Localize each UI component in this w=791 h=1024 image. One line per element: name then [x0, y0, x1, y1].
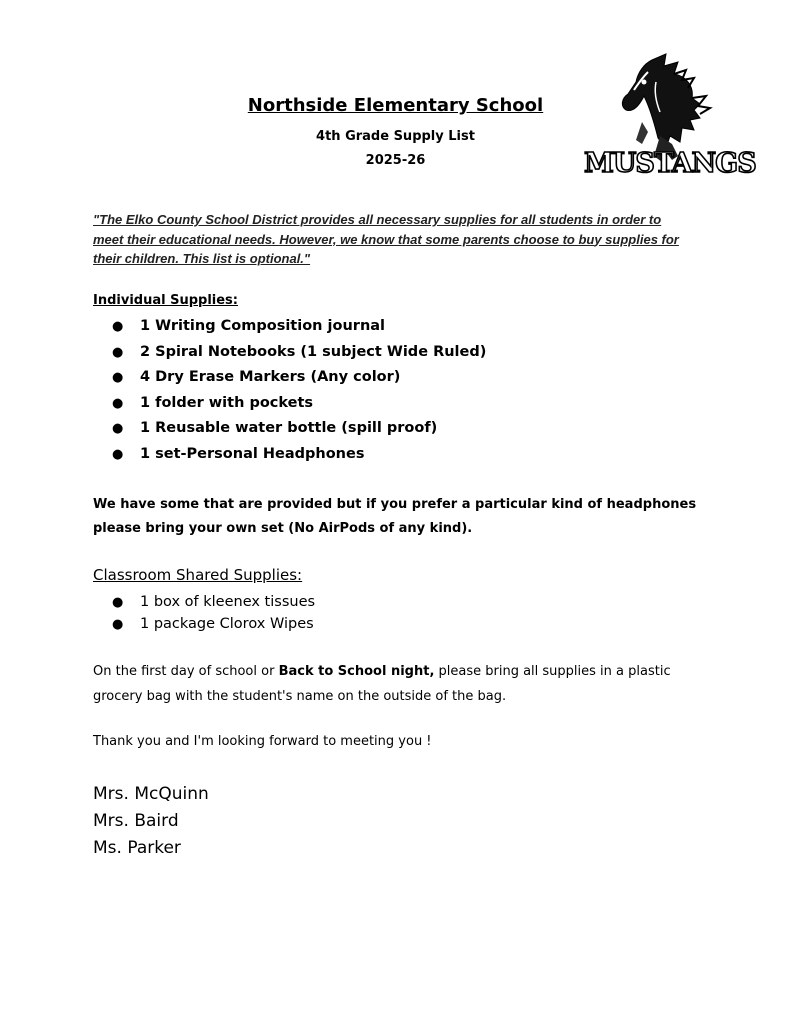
bullet-icon: ●: [112, 446, 124, 462]
optional-disclaimer: "The Elko County School District provides all necessary supplies for all students in order to meet their educational needs. However, we know that some parents choose to buy supplies for their children. This list is optional.": [93, 212, 679, 266]
list-item: ● 1 package Clorox Wipes: [112, 613, 315, 635]
school-title: Northside Elementary School: [247, 95, 544, 116]
list-item: ● 1 Reusable water bottle (spill proof): [112, 416, 486, 442]
list-item: ● 4 Dry Erase Markers (Any color): [112, 365, 486, 391]
mustangs-logo: [582, 52, 756, 190]
bullet-icon: ●: [112, 319, 124, 334]
teacher-name: Mrs. Baird: [93, 811, 179, 831]
list-item: ● 1 box of kleenex tissues: [112, 591, 315, 613]
bullet-icon: ●: [112, 595, 124, 610]
list-item: ● 1 folder with pockets: [112, 391, 486, 417]
closing-line: Thank you and I'm looking forward to meeting you !: [93, 734, 432, 749]
page-subtitle: 4th Grade Supply List: [316, 129, 475, 144]
list-item: ● 1 Writing Composition journal: [112, 314, 486, 340]
instructions-paragraph: On the first day of school or Back to School night, please bring all supplies in a plastic grocery bag with the student's name on the outside of the bag.: [93, 664, 671, 704]
logo-text: MUSTANGS: [584, 148, 756, 179]
bullet-icon: ●: [112, 421, 124, 436]
individual-supplies-list: [112, 314, 486, 467]
list-item: ● 2 Spiral Notebooks (1 subject Wide Ruled): [112, 340, 486, 366]
teacher-name: Ms. Parker: [93, 838, 181, 858]
individual-supplies-heading: Individual Supplies:: [93, 293, 238, 308]
headphones-note: We have some that are provided but if you prefer a particular kind of headphones please bring your own set (No AirPods of any kind).: [93, 497, 697, 536]
school-year: 2025-26: [365, 153, 426, 168]
classroom-supplies-heading: Classroom Shared Supplies:: [93, 566, 303, 584]
bullet-icon: ●: [112, 344, 124, 360]
back-to-school-night: Back to School night,: [278, 664, 435, 679]
teacher-signatures: [93, 781, 209, 862]
bullet-icon: ●: [112, 370, 124, 385]
bullet-icon: ●: [112, 617, 124, 632]
bullet-icon: ●: [112, 395, 124, 411]
classroom-supplies-list: [112, 591, 315, 635]
list-item: ● 1 set-Personal Headphones: [112, 442, 486, 468]
teacher-name: Mrs. McQuinn: [93, 784, 209, 804]
